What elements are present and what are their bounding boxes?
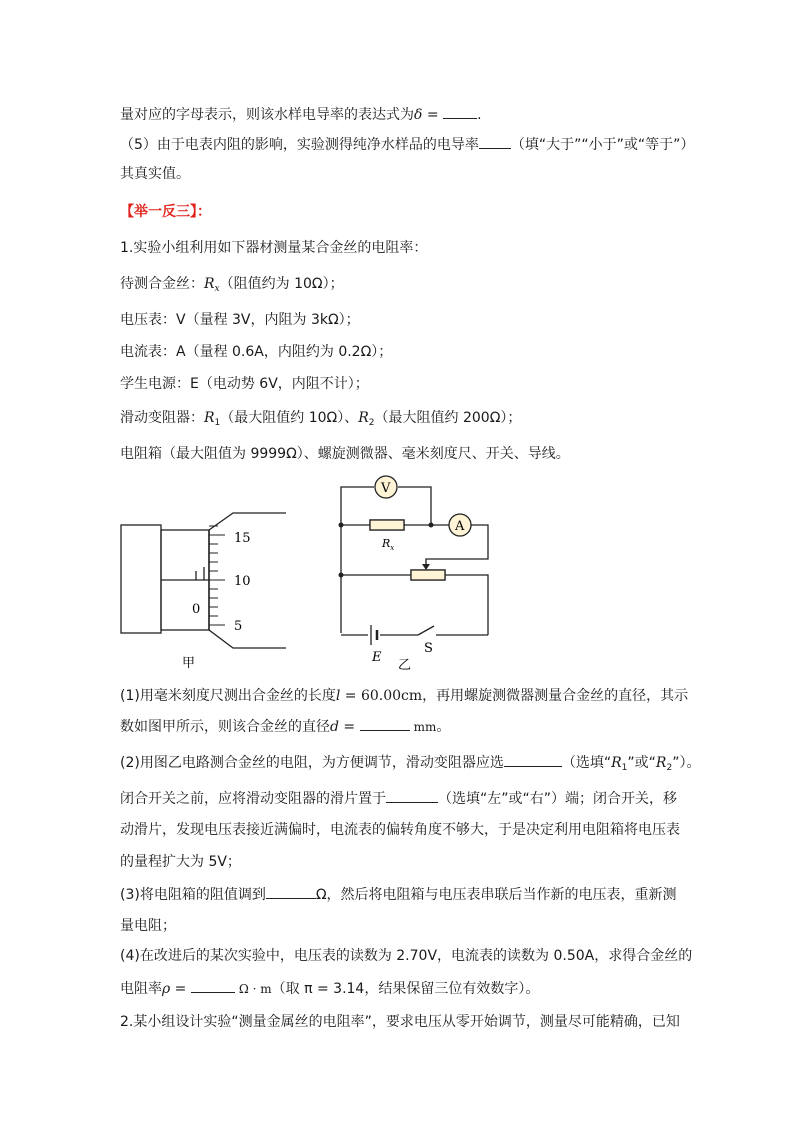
circuit-figure xyxy=(336,475,496,675)
wire xyxy=(398,487,431,525)
r1-symbol: R xyxy=(204,410,215,426)
q4-tail-line xyxy=(120,104,482,125)
rx-label: $R_x$ xyxy=(382,537,395,552)
q2-hint: （选填“ xyxy=(561,755,612,771)
problem1-intro: 1.实验小组利用如下器材测量某合金丝的电阻率： xyxy=(120,240,428,256)
r1-subscript: 1 xyxy=(621,763,628,773)
tick-label-10: 10 xyxy=(234,574,251,589)
q2-line3: 动滑片，发现电压表接近满偏时，电流表的偏转角度不够大，于是决定利用电阻箱将电压表 xyxy=(120,822,680,838)
switch-s xyxy=(418,626,434,635)
rx-symbol: R xyxy=(204,276,215,292)
wire xyxy=(445,575,488,635)
section-title: 【举一反三】： xyxy=(120,204,211,220)
q1-line1 xyxy=(120,686,688,706)
q3-text: (3)将电阻箱的阻值调到 xyxy=(120,887,266,903)
r2-symbol: R xyxy=(358,410,369,426)
wire xyxy=(341,487,374,525)
figure-caption-jia: 甲 xyxy=(182,656,196,670)
switch-label: S xyxy=(424,641,433,656)
q1-text: 数如图甲所示，则该合金丝的直径 xyxy=(120,719,330,735)
anvil-frame xyxy=(121,525,161,633)
q1-text: ，再用螺旋测微器测量合金丝的直径，其示 xyxy=(422,688,689,704)
l-value: = 60.00cm xyxy=(340,688,423,704)
q3-line1 xyxy=(120,884,677,905)
item-ammeter: 电流表：A（量程 0.6A，内阻约为 0.2Ω）； xyxy=(120,344,393,360)
answer-blank[interactable] xyxy=(443,104,477,119)
unit-mm: mm xyxy=(413,720,437,734)
q5-line2: 其真实值。 xyxy=(120,166,190,182)
junction xyxy=(339,573,344,578)
tick-label-15: 15 xyxy=(234,531,251,546)
item-desc: （最大阻值约 200Ω）； xyxy=(374,410,522,426)
q1-text: (1)用毫米刻度尺测出合金丝的长度 xyxy=(120,688,336,704)
junction xyxy=(339,523,344,528)
ammeter-label: A xyxy=(455,519,465,534)
d-symbol: d xyxy=(330,719,339,735)
item-desc: （最大阻值约 10Ω）、 xyxy=(220,410,359,426)
answer-blank[interactable] xyxy=(479,134,511,149)
item-rheostat xyxy=(120,408,521,433)
q4-tail-text: 量对应的字母表示，则该水样电导率的表达式为 xyxy=(120,107,414,123)
q5-text: （5）由于电表内阻的影响，实验测得纯净水样品的电导率 xyxy=(120,137,479,153)
unit-ohm-m: Ω · m xyxy=(238,982,272,996)
answer-blank-resistivity[interactable] xyxy=(191,978,235,993)
r2-subscript: 2 xyxy=(666,763,673,773)
q5-hint: （填“大于”“小于”或“等于”） xyxy=(510,137,695,153)
q2-hint: ”）。 xyxy=(672,755,701,771)
period: 。 xyxy=(436,719,451,735)
r1-symbol: R xyxy=(611,755,622,771)
item-power: 学生电源：E（电动势 6V，内阻不计）； xyxy=(120,376,369,392)
q3-line2: 量电阻； xyxy=(120,918,176,934)
period: . xyxy=(477,107,482,123)
ammeter xyxy=(449,514,471,536)
q4-line2 xyxy=(120,978,539,999)
problem2-intro: 2.某小组设计实验“测量金属丝的电阻率”，要求电压从零开始调节，测量尽可能精确，已知 xyxy=(120,1014,680,1030)
answer-blank-diameter[interactable] xyxy=(360,716,410,731)
r2-symbol: R xyxy=(655,755,667,771)
junction xyxy=(429,523,434,528)
answer-blank-slider[interactable] xyxy=(386,788,438,803)
q2-line4: 的量程扩大为 5V； xyxy=(120,854,241,870)
q4-line1: (4)在改进后的某次实验中，电压表的读数为 2.70V，电流表的读数为 0.50A，求得合金丝的 xyxy=(120,948,693,964)
rho-symbol: ρ xyxy=(162,981,171,997)
figure-caption-yi: 乙 xyxy=(398,658,412,673)
q3-text: Ω，然后将电阻箱与电压表串联后当作新的电压表，重新测 xyxy=(315,887,677,903)
item-label: 待测合金丝： xyxy=(120,276,204,292)
voltmeter-label: V xyxy=(381,481,391,496)
answer-blank-rheostat[interactable] xyxy=(504,752,562,767)
q2-text: （选填“左”或“右”）端；闭合开关，移 xyxy=(438,791,678,807)
rx-subscript: x xyxy=(214,284,220,294)
slider-arrow xyxy=(422,564,430,570)
q2-text: 闭合开关之前，应将滑动变阻器的滑片置于 xyxy=(120,791,386,807)
item-voltmeter: 电压表：V（量程 3V，内阻为 3kΩ）； xyxy=(120,312,360,328)
equals-sign: = xyxy=(422,107,444,123)
item-other: 电阻箱（最大阻值为 9999Ω）、螺旋测微器、毫米刻度尺、开关、导线。 xyxy=(120,446,570,462)
q2-line2 xyxy=(120,788,677,809)
item-label: 滑动变阻器： xyxy=(120,410,204,426)
micrometer-figure xyxy=(116,505,286,670)
answer-blank-resistance[interactable] xyxy=(266,884,316,899)
q1-line2 xyxy=(120,716,450,737)
tick-label-5: 5 xyxy=(234,619,243,634)
r2-subscript: 2 xyxy=(368,418,375,428)
q5-line1 xyxy=(120,134,694,155)
sleeve-zero-label: 0 xyxy=(192,602,201,617)
equals-sign: = xyxy=(170,981,191,997)
r1-subscript: 1 xyxy=(214,418,221,428)
l-symbol: l xyxy=(335,688,341,704)
voltmeter xyxy=(375,476,397,498)
emf-label: E xyxy=(372,650,382,665)
item-rx xyxy=(120,274,344,299)
q2-text: (2)用图乙电路测合金丝的电阻，为方便调节，滑动变阻器应选 xyxy=(120,755,504,771)
q2-line1 xyxy=(120,752,700,778)
equals-sign: = xyxy=(338,719,360,735)
item-desc: （阻值约为 10Ω）； xyxy=(219,276,344,292)
q4-hint: （取 π = 3.14，结果保留三位有效数字）。 xyxy=(271,981,540,997)
delta-symbol: δ xyxy=(414,107,423,123)
q2-hint: ”或“ xyxy=(627,755,656,771)
q4-text: 电阻率 xyxy=(120,981,162,997)
